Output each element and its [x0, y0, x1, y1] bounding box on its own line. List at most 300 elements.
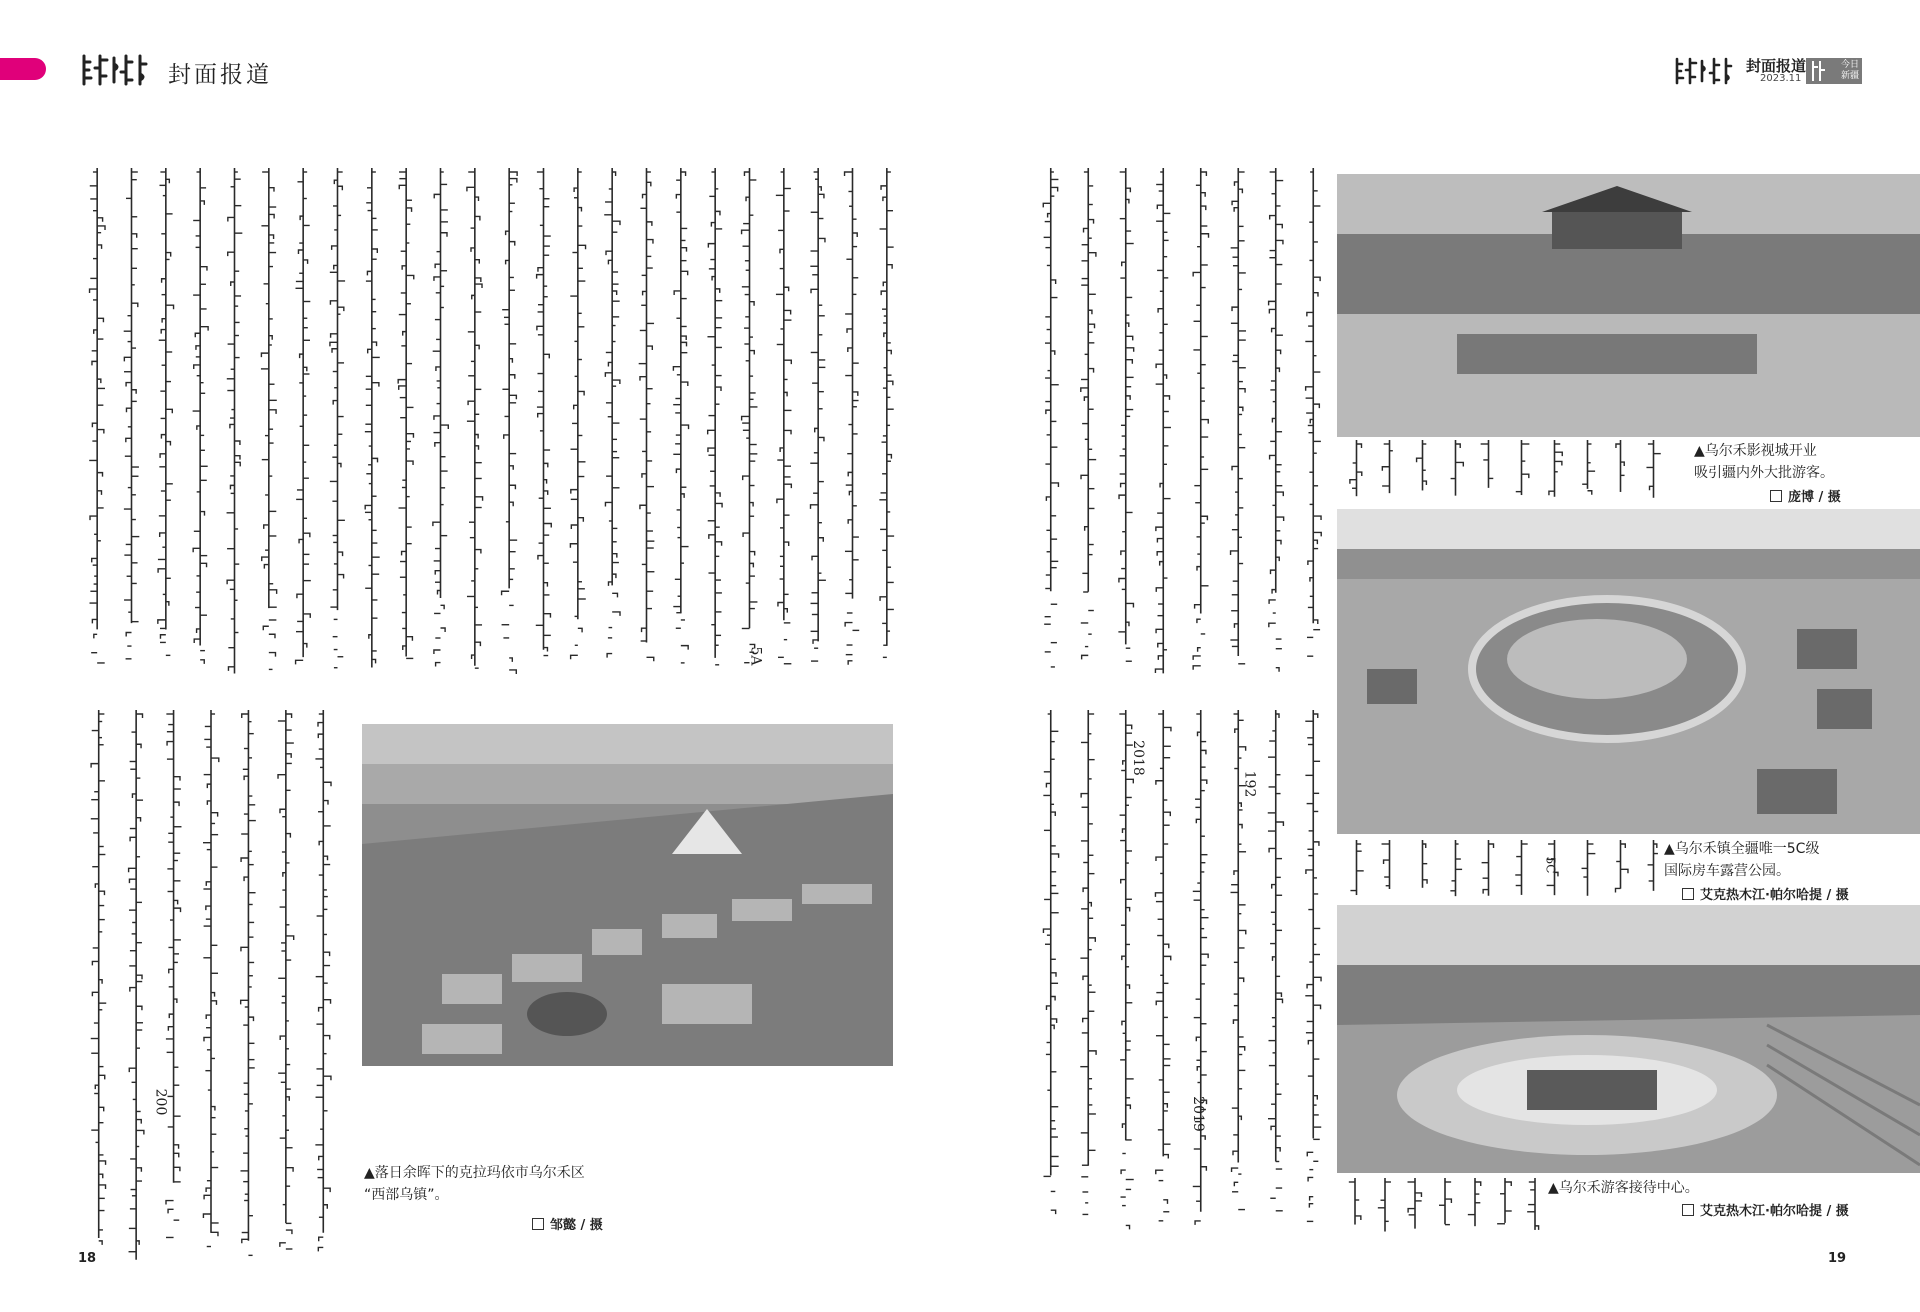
- script-stroke: [606, 251, 612, 255]
- script-stroke: [211, 758, 219, 762]
- script-stroke: [280, 1243, 286, 1247]
- script-stroke: [612, 593, 617, 597]
- script-stroke: [605, 373, 612, 377]
- mongolian-caption-rv-park: [1340, 840, 1670, 900]
- script-stroke: [681, 382, 688, 386]
- script-stroke: [435, 264, 440, 268]
- script-stroke: [1201, 420, 1209, 424]
- script-stroke: [1201, 780, 1207, 784]
- script-stroke: [406, 275, 414, 279]
- script-stroke: [323, 1036, 329, 1040]
- script-stroke: [1238, 747, 1245, 751]
- script-stroke: [441, 628, 446, 632]
- script-stroke: [1269, 623, 1276, 627]
- script-stroke: [203, 1214, 211, 1218]
- script-stroke: [303, 614, 310, 618]
- script-stroke: [1156, 857, 1163, 861]
- script-stroke: [1232, 307, 1238, 311]
- script-stroke: [504, 435, 509, 439]
- script-stroke: [1193, 272, 1201, 276]
- script-stroke: [1588, 491, 1592, 495]
- script-stroke: [709, 535, 715, 539]
- script-stroke: [1051, 1210, 1056, 1214]
- script-stroke: [570, 544, 577, 548]
- script-stroke: [136, 1130, 144, 1134]
- script-stroke: [126, 438, 132, 442]
- script-stroke: [97, 473, 102, 477]
- script-stroke: [818, 437, 824, 441]
- script-stroke: [200, 267, 207, 271]
- script-stroke: [1232, 466, 1238, 470]
- script-stroke: [468, 401, 475, 405]
- script-stroke: [330, 301, 337, 305]
- script-stroke: [99, 1241, 102, 1245]
- script-stroke: [715, 542, 721, 546]
- camera-icon: [532, 1218, 544, 1230]
- script-stroke: [286, 1230, 292, 1234]
- script-stroke: [1269, 848, 1276, 852]
- script-stroke: [372, 383, 379, 387]
- script-stroke: [1234, 1182, 1238, 1186]
- script-stroke: [204, 1195, 211, 1199]
- script-stroke: [1384, 860, 1390, 864]
- script-stroke: [848, 661, 852, 665]
- script-stroke: [338, 307, 344, 311]
- script-stroke: [673, 367, 680, 371]
- script-stroke: [280, 1036, 286, 1040]
- logo-line-1: 今日: [1840, 60, 1859, 70]
- script-stroke: [97, 430, 104, 434]
- script-stroke: [1195, 1221, 1201, 1225]
- script-stroke: [1270, 455, 1276, 459]
- script-stroke: [211, 1001, 216, 1005]
- script-stroke: [1276, 224, 1283, 228]
- script-stroke: [441, 425, 449, 429]
- credit-text: 庞博 / 摄: [1788, 490, 1841, 505]
- script-stroke: [612, 380, 620, 384]
- caption-line-2: 吸引疆内外大批游客。: [1694, 465, 1834, 481]
- script-stroke: [578, 391, 584, 395]
- script-stroke: [578, 245, 586, 249]
- script-stroke: [1051, 187, 1058, 191]
- script-stroke: [612, 612, 620, 616]
- script-stroke: [167, 742, 174, 746]
- mongolian-section-heading-left: [78, 52, 160, 88]
- script-stroke: [136, 1006, 142, 1010]
- script-stroke: [434, 277, 441, 281]
- caption-line-2: “西部乌镇”。: [364, 1187, 449, 1203]
- script-stroke: [1555, 461, 1562, 465]
- script-stroke: [99, 1185, 106, 1189]
- script-stroke: [1276, 999, 1283, 1003]
- script-stroke: [399, 386, 406, 390]
- script-stroke: [228, 667, 234, 671]
- photo-credit-film-city: [1770, 486, 1841, 505]
- script-stroke: [538, 556, 544, 560]
- inline-number-192: 192: [1241, 770, 1258, 798]
- script-stroke: [261, 353, 268, 357]
- script-stroke: [578, 628, 582, 632]
- script-stroke: [1313, 977, 1321, 981]
- script-stroke: [681, 425, 689, 429]
- script-stroke: [1238, 1047, 1244, 1051]
- script-stroke: [1415, 1193, 1421, 1197]
- photo-caption-film-city: [1694, 440, 1918, 484]
- mongolian-body-text-right-bottom: [1032, 710, 1332, 1232]
- inline-number-2018: 2018: [1129, 740, 1146, 776]
- script-stroke: [475, 278, 481, 282]
- script-stroke: [1306, 387, 1314, 391]
- script-stroke: [1158, 643, 1163, 647]
- script-stroke: [286, 1168, 293, 1172]
- script-stroke: [200, 660, 204, 664]
- script-stroke: [1157, 539, 1163, 543]
- script-stroke: [124, 357, 131, 361]
- script-stroke: [537, 326, 544, 330]
- script-stroke: [813, 640, 818, 644]
- script-stroke: [211, 1232, 218, 1236]
- script-stroke: [777, 499, 784, 503]
- script-stroke: [91, 764, 99, 768]
- script-stroke: [241, 1000, 249, 1004]
- script-stroke: [323, 782, 331, 786]
- script-stroke: [1155, 893, 1163, 897]
- photo-caption-visitor-center: [1548, 1177, 1918, 1199]
- caption-line-2: 国际房车露营公园。: [1664, 863, 1790, 879]
- script-stroke: [92, 558, 97, 562]
- script-stroke: [174, 908, 181, 912]
- script-stroke: [812, 556, 818, 560]
- script-stroke: [1307, 1152, 1313, 1156]
- script-stroke: [509, 658, 512, 662]
- script-stroke: [1163, 727, 1171, 731]
- inline-number-2019: 2019: [1189, 1096, 1206, 1132]
- script-stroke: [434, 650, 441, 654]
- script-stroke: [1269, 600, 1276, 604]
- script-stroke: [509, 375, 515, 379]
- script-stroke: [92, 961, 98, 965]
- script-stroke: [227, 580, 234, 584]
- script-stroke: [778, 603, 784, 607]
- script-stroke: [647, 240, 653, 244]
- script-stroke: [1088, 938, 1095, 942]
- script-stroke: [211, 813, 218, 817]
- script-stroke: [99, 891, 105, 895]
- script-stroke: [1051, 854, 1059, 858]
- script-stroke: [1043, 929, 1050, 933]
- script-stroke: [1197, 619, 1201, 623]
- script-stroke: [286, 936, 294, 940]
- caption-line-1: ▲乌尔禾镇全疆唯一5C级: [1664, 841, 1820, 857]
- script-stroke: [784, 430, 791, 434]
- script-stroke: [1126, 603, 1134, 607]
- script-stroke: [475, 642, 481, 646]
- camera-icon: [1682, 1204, 1694, 1216]
- script-stroke: [1306, 870, 1313, 874]
- script-stroke: [174, 1167, 180, 1171]
- script-stroke: [92, 992, 98, 996]
- script-stroke: [1156, 364, 1163, 368]
- script-stroke: [97, 318, 103, 322]
- script-stroke: [1615, 888, 1620, 892]
- script-stroke: [743, 476, 750, 480]
- script-stroke: [399, 185, 406, 189]
- inline-number-5c: 5C: [1543, 856, 1558, 874]
- script-stroke: [241, 947, 248, 951]
- script-stroke: [1231, 551, 1239, 555]
- script-stroke: [166, 1201, 174, 1205]
- script-stroke: [160, 635, 165, 639]
- script-stroke: [607, 654, 612, 658]
- photo-film-city: [1337, 174, 1920, 437]
- script-stroke: [406, 461, 413, 465]
- script-stroke: [1232, 201, 1238, 205]
- script-stroke: [681, 342, 687, 346]
- script-stroke: [1043, 203, 1050, 207]
- script-stroke: [269, 590, 277, 594]
- section-tab-marker: [0, 58, 46, 80]
- camera-icon: [1682, 888, 1694, 900]
- script-stroke: [1313, 532, 1321, 536]
- mongolian-caption-film-city: [1340, 440, 1670, 500]
- credit-text: 艾克热木江·帕尔哈提 / 摄: [1700, 888, 1849, 903]
- script-stroke: [99, 1075, 105, 1079]
- script-stroke: [1193, 656, 1201, 660]
- script-stroke: [1156, 629, 1163, 633]
- script-stroke: [1201, 1167, 1207, 1171]
- script-stroke: [784, 484, 792, 488]
- script-stroke: [674, 291, 681, 295]
- mongolian-caption-visitor-center: [1340, 1178, 1550, 1234]
- script-stroke: [1276, 492, 1284, 496]
- script-stroke: [280, 809, 286, 813]
- script-stroke: [811, 505, 819, 509]
- script-stroke: [538, 268, 544, 272]
- script-stroke: [681, 271, 688, 275]
- script-stroke: [97, 226, 105, 230]
- script-stroke: [1051, 1019, 1057, 1023]
- script-stroke: [1081, 388, 1088, 392]
- script-stroke: [1310, 1197, 1314, 1201]
- script-stroke: [475, 497, 483, 501]
- script-stroke: [129, 868, 137, 872]
- script-stroke: [372, 458, 378, 462]
- mongolian-body-text-left-top: [80, 168, 904, 676]
- caption-line-1: ▲乌尔禾游客接待中心。: [1548, 1180, 1699, 1196]
- script-stroke: [1350, 480, 1357, 484]
- script-stroke: [1163, 944, 1169, 948]
- section-title-left: 封面报道: [168, 62, 272, 88]
- script-stroke: [1382, 467, 1389, 471]
- script-stroke: [323, 1000, 330, 1004]
- script-stroke: [1126, 1225, 1130, 1229]
- script-stroke: [1201, 516, 1208, 520]
- script-stroke: [158, 569, 166, 573]
- script-stroke: [1088, 324, 1094, 328]
- script-stroke: [435, 443, 441, 447]
- photo-caption-west-town: [364, 1162, 694, 1206]
- script-stroke: [1456, 462, 1464, 466]
- script-stroke: [318, 1247, 323, 1251]
- script-stroke: [544, 614, 551, 618]
- script-stroke: [166, 305, 174, 309]
- script-stroke: [1313, 842, 1319, 846]
- script-stroke: [1051, 483, 1059, 487]
- script-stroke: [1126, 779, 1134, 783]
- script-stroke: [235, 462, 241, 466]
- script-stroke: [509, 395, 516, 399]
- script-stroke: [398, 380, 406, 384]
- script-stroke: [708, 448, 715, 452]
- script-stroke: [509, 242, 515, 246]
- script-stroke: [612, 221, 620, 225]
- script-stroke: [323, 1076, 331, 1080]
- script-stroke: [269, 653, 276, 657]
- script-stroke: [194, 639, 200, 643]
- script-stroke: [1126, 360, 1133, 364]
- script-stroke: [372, 249, 377, 253]
- script-stroke: [200, 563, 206, 567]
- script-stroke: [818, 238, 825, 242]
- script-stroke: [742, 416, 750, 420]
- script-stroke: [845, 172, 853, 176]
- script-stroke: [406, 208, 411, 212]
- script-stroke: [1417, 458, 1423, 462]
- script-stroke: [887, 381, 893, 385]
- script-stroke: [241, 858, 248, 862]
- script-stroke: [1201, 234, 1209, 238]
- script-stroke: [743, 533, 749, 537]
- script-stroke: [269, 410, 276, 414]
- script-stroke: [1082, 655, 1089, 659]
- script-stroke: [1307, 312, 1313, 316]
- page-number-right: 19: [1828, 1251, 1847, 1266]
- script-stroke: [742, 230, 750, 234]
- credit-text: 邹懿 / 摄: [550, 1218, 603, 1233]
- photo-visitor-center: [1337, 905, 1920, 1173]
- script-stroke: [881, 186, 887, 190]
- script-stroke: [1163, 396, 1169, 400]
- script-stroke: [881, 291, 887, 295]
- script-stroke: [1088, 1051, 1096, 1055]
- script-stroke: [1201, 172, 1207, 176]
- script-stroke: [1121, 1170, 1126, 1174]
- script-stroke: [811, 289, 818, 293]
- script-stroke: [200, 327, 208, 331]
- photo-west-town-aerial: [362, 724, 893, 1066]
- script-stroke: [1081, 794, 1088, 798]
- script-stroke: [475, 550, 481, 554]
- script-stroke: [204, 1037, 211, 1041]
- script-stroke: [818, 194, 824, 198]
- script-stroke: [1308, 561, 1313, 565]
- script-stroke: [193, 548, 200, 552]
- script-stroke: [319, 1237, 324, 1241]
- script-stroke: [406, 434, 413, 438]
- inline-number-200: 200: [152, 1088, 169, 1116]
- script-stroke: [406, 637, 412, 641]
- script-stroke: [434, 416, 441, 420]
- script-stroke: [1119, 495, 1126, 499]
- script-stroke: [1308, 1177, 1313, 1181]
- script-stroke: [228, 252, 235, 256]
- script-stroke: [681, 248, 687, 252]
- camera-icon: [1770, 490, 1782, 502]
- photo-credit-west-town: [532, 1214, 603, 1233]
- script-stroke: [303, 533, 310, 537]
- script-stroke: [158, 620, 166, 624]
- script-stroke: [571, 525, 578, 529]
- script-stroke: [90, 289, 98, 293]
- script-stroke: [1307, 985, 1313, 989]
- script-stroke: [1522, 474, 1529, 478]
- script-stroke: [1238, 978, 1243, 982]
- credit-text: 艾克热木江·帕尔哈提 / 摄: [1700, 1204, 1849, 1219]
- script-stroke: [278, 775, 286, 779]
- script-stroke: [708, 430, 715, 434]
- script-stroke: [1156, 781, 1163, 785]
- script-stroke: [1156, 588, 1163, 592]
- script-stroke: [1549, 491, 1555, 495]
- script-stroke: [784, 310, 791, 314]
- script-stroke: [1276, 993, 1282, 997]
- script-stroke: [1157, 552, 1163, 556]
- script-stroke: [544, 523, 552, 527]
- script-stroke: [174, 802, 180, 806]
- photo-credit-rv-park: [1682, 884, 1849, 903]
- script-stroke: [1408, 1209, 1415, 1213]
- script-stroke: [130, 988, 136, 992]
- script-stroke: [1232, 1168, 1239, 1172]
- script-stroke: [1201, 954, 1208, 958]
- caption-line-1: ▲乌尔禾影视城开业: [1694, 443, 1817, 459]
- script-stroke: [1238, 930, 1246, 934]
- script-stroke: [1269, 301, 1276, 305]
- script-stroke: [681, 646, 688, 650]
- script-stroke: [136, 714, 142, 718]
- issue-date: 2023.11: [1760, 73, 1802, 84]
- script-stroke: [441, 605, 445, 609]
- script-stroke: [194, 365, 200, 369]
- script-stroke: [331, 334, 338, 338]
- script-stroke: [509, 179, 517, 183]
- script-stroke: [538, 414, 544, 418]
- script-stroke: [845, 623, 852, 627]
- photo-caption-rv-park: [1664, 838, 1918, 882]
- script-stroke: [715, 503, 722, 507]
- script-stroke: [1276, 517, 1284, 521]
- script-stroke: [160, 454, 166, 458]
- script-stroke: [433, 522, 441, 526]
- mongolian-body-text-right-top: [1032, 168, 1332, 676]
- script-stroke: [647, 346, 653, 350]
- page-number-left: 18: [78, 1251, 97, 1266]
- script-stroke: [537, 275, 544, 279]
- script-stroke: [1156, 527, 1163, 531]
- script-stroke: [1238, 389, 1245, 393]
- script-stroke: [1445, 1199, 1451, 1203]
- script-stroke: [502, 591, 510, 595]
- script-stroke: [475, 284, 482, 288]
- script-stroke: [784, 360, 791, 364]
- script-stroke: [269, 634, 275, 638]
- script-stroke: [1081, 475, 1088, 479]
- script-stroke: [97, 218, 102, 222]
- script-stroke: [99, 1161, 106, 1165]
- script-stroke: [434, 194, 440, 198]
- script-stroke: [330, 342, 338, 346]
- script-stroke: [168, 1209, 174, 1213]
